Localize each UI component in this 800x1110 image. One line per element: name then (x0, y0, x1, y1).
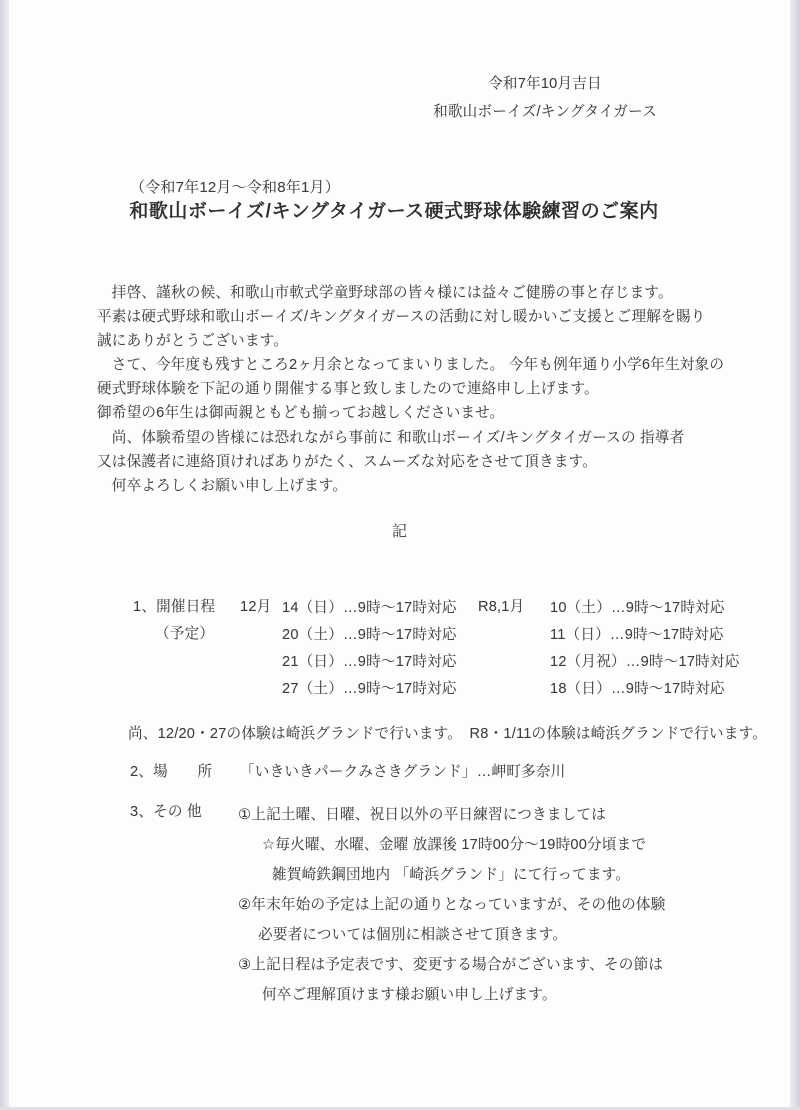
others-line: ①上記土曜、日曜、祝日以外の平日練習につきましては (238, 807, 607, 823)
schedule-date: 10（土）…9時～17時対応 (550, 600, 725, 616)
schedule-date: 18（日）…9時～17時対応 (550, 681, 725, 697)
paragraph-line: 拝啓、謹秋の候、和歌山市軟式学童野球部の皆々様には益々ご健勝の事と存じます。 (97, 285, 673, 301)
letter-date: 令和7年10月吉日 (488, 76, 602, 92)
month-label-december: 12月 (240, 599, 272, 615)
page-edge-left (0, 0, 9, 1110)
schedule-date: 21（日）…9時～17時対応 (282, 654, 457, 670)
schedule-date: 12（月祝）…9時～17時対応 (550, 654, 740, 670)
december-dates (282, 595, 457, 703)
paragraph-announcement (97, 353, 724, 425)
january-dates (550, 595, 740, 703)
others-lines (238, 800, 666, 1010)
paragraph-line: さて、今年度も残すところ2ヶ月余となってまいりました。 今年も例年通り小学6年生対象の (97, 357, 725, 373)
others-label: 3、その 他 (130, 804, 202, 820)
ki-marker: 記 (391, 523, 408, 540)
others-line: 必要者については個別に相談させて頂きます。 (258, 927, 568, 943)
schedule-section (0, 595, 800, 715)
document-title: 和歌山ボーイズ/キングタイガース硬式野球体験練習のご案内 (129, 201, 659, 222)
schedule-date: 27（土）…9時～17時対応 (282, 681, 457, 697)
page-edge-right (790, 0, 800, 1110)
paragraph-line: 御希望の6年生は御両親ともども揃ってお越しくださいませ。 (97, 405, 505, 421)
paragraph-line: 硬式野球体験を下記の通り開催する事と致しましたので連絡申し上げます。 (97, 381, 599, 397)
schedule-date: 11（日）…9時～17時対応 (550, 627, 724, 643)
month-label-january: R8,1月 (478, 599, 525, 615)
paragraph-line: 誠にありがとうございます。 (97, 333, 289, 349)
others-line: ☆毎火曜、水曜、金曜 放課後 17時00分～19時00分頃まで (262, 837, 647, 853)
schedule-heading-note: （予定） (155, 626, 215, 642)
paragraph-line: 尚、体験希望の皆様には恐れながら事前に 和歌山ボーイズ/キングタイガースの 指導者 (97, 430, 685, 446)
place-label: 2、場 所 (130, 764, 213, 780)
paragraph-greeting (97, 281, 705, 353)
paragraph-line: 又は保護者に連絡頂ければありがたく、スムーズな対応をさせて頂きます。 (97, 454, 598, 470)
schedule-date: 14（日）…9時～17時対応 (282, 600, 457, 616)
title-period: （令和7年12月～令和8年1月） (130, 179, 340, 196)
place-value: 「いきいきパークみさきグランド」…岬町多奈川 (240, 764, 566, 780)
ground-note: 尚、12/20・27の体験は崎浜グランドで行います。 R8・1/11の体験は崎浜グランドで行います。 (128, 726, 768, 742)
paragraph-contact-request (97, 426, 684, 498)
letter-sender: 和歌山ボーイズ/キングタイガース (433, 104, 657, 120)
others-line: 雑賀崎鉄鋼団地内 「崎浜グランド」にて行ってます。 (272, 867, 631, 883)
others-line: ②年末年始の予定は上記の通りとなっていますが、その他の体験 (238, 897, 666, 913)
others-line: ③上記日程は予定表です、変更する場合がございます、その節は (238, 957, 664, 973)
paragraph-line: 平素は硬式野球和歌山ボーイズ/キングタイガースの活動に対し暖かいご支援とご理解を賜り (97, 309, 706, 325)
schedule-heading: 1、開催日程 (133, 599, 216, 615)
paragraph-line: 何卒よろしくお願い申し上げます。 (97, 478, 348, 494)
schedule-date: 20（土）…9時～17時対応 (282, 627, 457, 643)
letterhead (420, 70, 670, 126)
others-line: 何卒ご理解頂けます様お願い申し上げます。 (262, 987, 557, 1003)
